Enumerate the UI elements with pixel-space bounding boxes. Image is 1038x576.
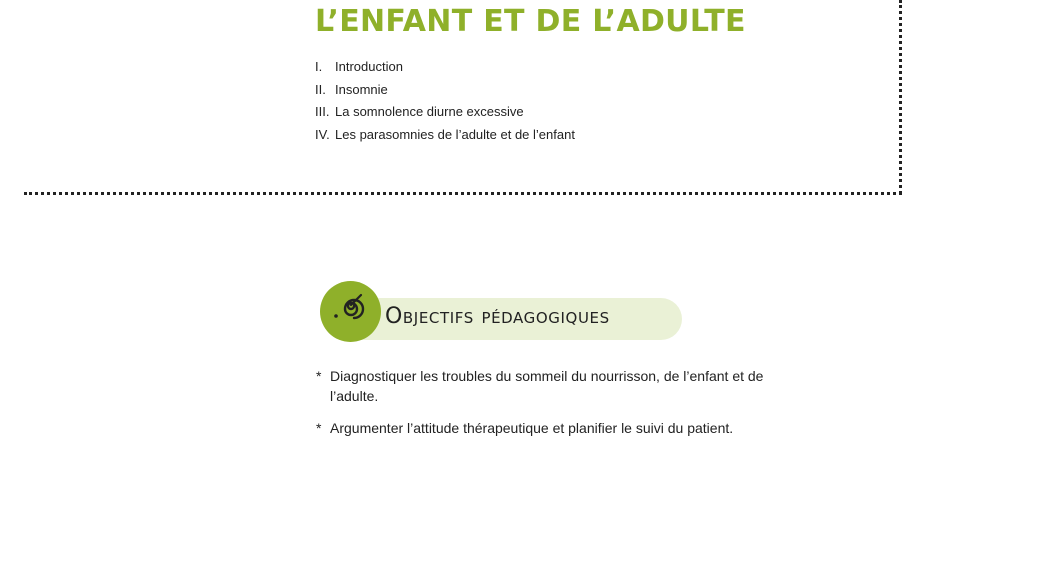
toc-item-number: IV. bbox=[315, 126, 330, 142]
toc-item bbox=[315, 103, 575, 126]
toc-item bbox=[315, 81, 575, 104]
toc-item-number: I. bbox=[315, 59, 323, 74]
chapter-title: L’ENFANT ET DE L’ADULTE bbox=[315, 4, 746, 39]
toc-item-text: Les parasomnies de l’adulte et de l’enfant bbox=[335, 126, 575, 142]
objective-item bbox=[316, 418, 786, 438]
objectives-badge bbox=[320, 281, 381, 342]
dotted-frame-bottom bbox=[24, 192, 902, 195]
objective-item bbox=[316, 366, 786, 406]
objective-text: Diagnostiquer les troubles du sommeil du nourrisson, de l’enfant et de l’adulte. bbox=[330, 368, 764, 404]
dotted-frame-right bbox=[899, 0, 902, 194]
table-of-contents bbox=[315, 58, 575, 148]
bullet-asterisk: * bbox=[316, 420, 322, 436]
objectives-list bbox=[316, 366, 786, 450]
toc-item-number: III. bbox=[315, 104, 330, 119]
toc-item-text: Introduction bbox=[335, 59, 403, 74]
toc-item-text: La somnolence diurne excessive bbox=[335, 104, 524, 119]
objectives-header bbox=[320, 281, 682, 343]
toc-item-number: II. bbox=[315, 81, 326, 97]
target-spiral-icon bbox=[333, 289, 367, 325]
objectives-title: Objectifs pédagogiques bbox=[385, 304, 610, 329]
toc-item-text: Insomnie bbox=[335, 81, 388, 97]
bullet-asterisk: * bbox=[316, 368, 322, 384]
toc-item bbox=[315, 58, 575, 81]
objective-text: Argumenter l’attitude thérapeutique et planifier le suivi du patient. bbox=[330, 420, 734, 436]
toc-item bbox=[315, 126, 575, 149]
